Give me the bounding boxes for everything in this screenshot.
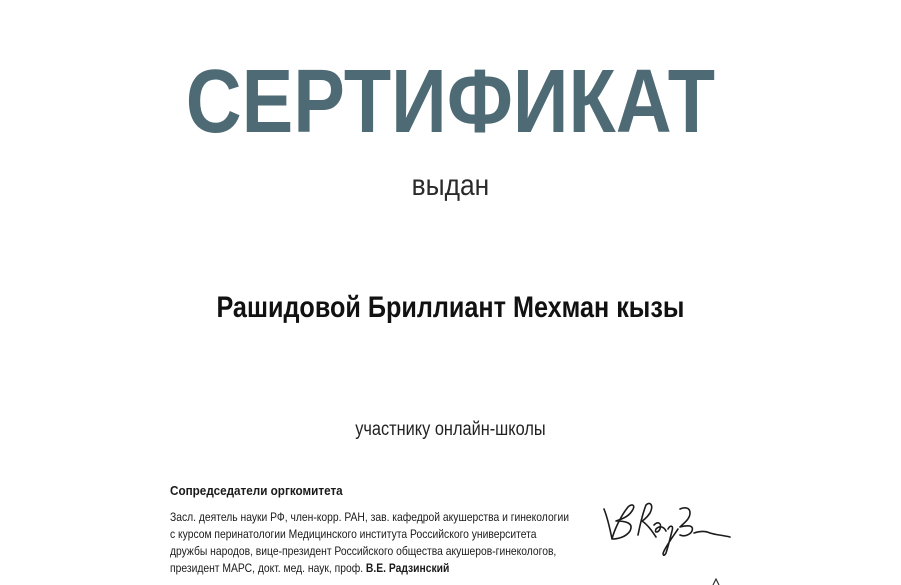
committee-description-line: с курсом перинатологии Медицинского института Российского университета bbox=[170, 527, 537, 541]
issued-label: выдан bbox=[411, 169, 490, 202]
committee-description-line: дружбы народов, вице-президент Российского общества акушеров-гинекологов, bbox=[170, 544, 557, 558]
committee-description-line: Засл. деятель науки РФ, член-корр. РАН, зав. кафедрой акушерства и гинекологии bbox=[170, 510, 569, 524]
committee-description-line: президент МАРС, докт. мед. наук, проф. bbox=[170, 561, 364, 575]
committee-description bbox=[170, 509, 574, 577]
signer-name: В.Е. Радзинский bbox=[365, 561, 450, 575]
committee-heading: Сопредседатели оргкомитета bbox=[170, 483, 343, 498]
recipient-name: Рашидовой Бриллиант Мехман кызы bbox=[216, 291, 685, 324]
committee-description-line-last bbox=[170, 560, 574, 577]
certificate-title: СЕРТИФИКАТ bbox=[185, 52, 716, 152]
handwritten-signature bbox=[598, 495, 738, 565]
organizing-committee-block bbox=[170, 482, 610, 577]
corner-ornament bbox=[712, 578, 720, 585]
recipient-role: участнику онлайн-школы bbox=[355, 419, 546, 440]
